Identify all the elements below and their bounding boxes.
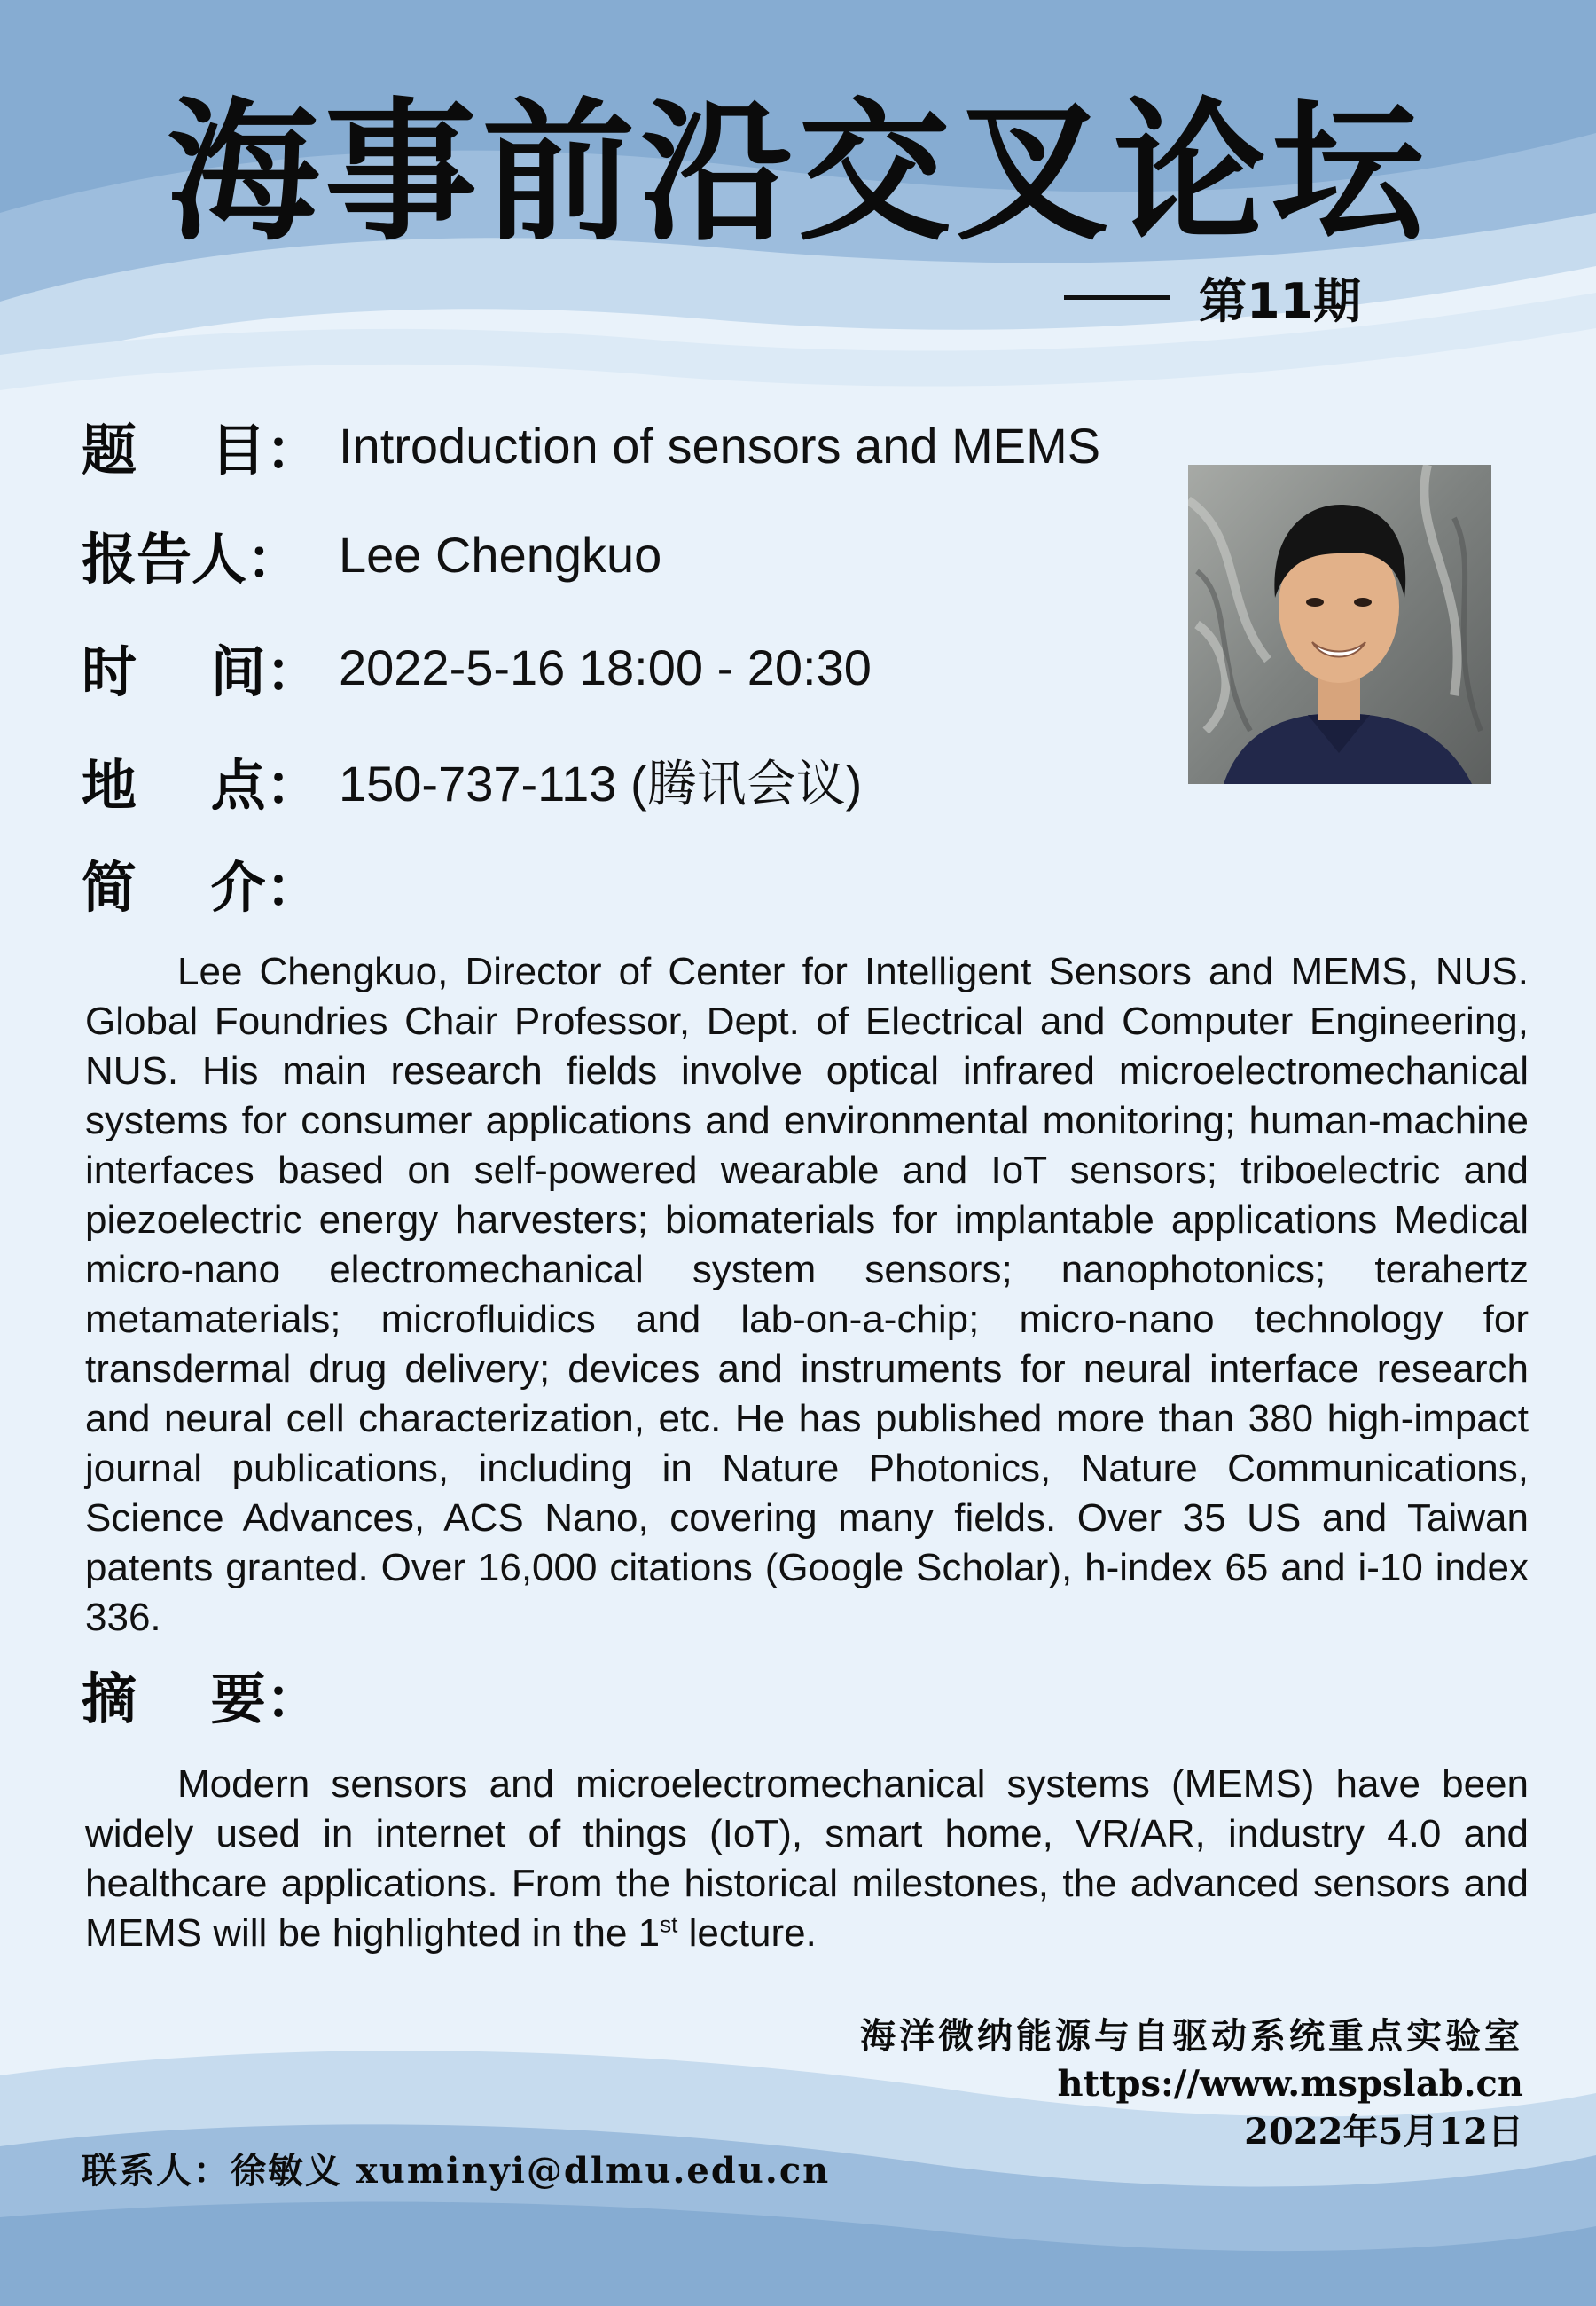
location-label: 地 点： bbox=[82, 752, 321, 818]
speaker-value: Lee Chengkuo bbox=[339, 526, 662, 583]
field-location bbox=[82, 736, 1181, 825]
abstract-superscript: st bbox=[660, 1910, 678, 1938]
bio-text: Lee Chengkuo, Director of Center for Intelligent Sensors and MEMS, NUS. Global Foundries Chair Professor, Dept. of Electrical and Computer Engineering, NUS. His main research fields involve optical infrared microelectromechanical systems for consumer applications and environmental monitoring; human-machine interfaces based on self-powered wearable and IoT sensors; triboelectric and piezoelectric energy harvesters; biomaterials for implantable applications Medical micro-nano electromechanical system sensors; nanophotonics; terahertz metamaterials; microfluidics and lab-on-a-chip; micro-nano technology for transdermal drug delivery; devices and instruments for neural interface research and neural cell characterization, etc. He has published more than 380 high-impact journal publications, including in Nature Photonics, Nature Communications, Science Advances, ACS Nano, covering many fields. Over 35 US and Taiwan patents granted. Over 16,000 citations (Google Scholar), h-index 65 and i-10 index 336. bbox=[85, 950, 1529, 1639]
abstract-heading bbox=[82, 1650, 1181, 1738]
topic-value: Introduction of sensors and MEMS bbox=[339, 417, 1101, 474]
lab-url[interactable]: https://www.mspslab.cn bbox=[1057, 2063, 1523, 2105]
bio-heading bbox=[82, 838, 1181, 927]
location-value: 150-737-113 (腾讯会议) bbox=[339, 756, 863, 812]
time-label: 时 间： bbox=[82, 639, 321, 704]
poster-date: 2022年5月12日 bbox=[1244, 2111, 1523, 2153]
lab-name: 海洋微纳能源与自驱动系统重点实验室 bbox=[860, 2015, 1523, 2057]
issue-number bbox=[1064, 266, 1361, 328]
field-time bbox=[82, 623, 1181, 711]
contact-info: 联系人：徐敏义 xuminyi@dlmu.edu.cn bbox=[82, 2150, 831, 2192]
issue-dash bbox=[1064, 295, 1170, 300]
time-value: 2022-5-16 18:00 - 20:30 bbox=[339, 639, 872, 695]
speaker-photo bbox=[1188, 465, 1491, 784]
field-topic bbox=[82, 401, 1181, 490]
abstract-text bbox=[85, 1760, 1529, 1958]
abstract-text-end: lecture. bbox=[677, 1911, 817, 1955]
speaker-label: 报告人： bbox=[82, 526, 302, 592]
field-speaker bbox=[82, 510, 1181, 599]
bio-label: 简 介： bbox=[82, 854, 321, 920]
abstract-text-main: Modern sensors and microelectromechanical systems (MEMS) have been widely used in internet of things (IoT), smart home, VR/AR, industry 4.0 and healthcare applications. From the historical milestones, the advanced sensors and MEMS will be highlighted in the 1 bbox=[85, 1762, 1529, 1955]
poster-title: 海事前沿交叉论坛 bbox=[167, 83, 1429, 262]
abstract-label: 摘 要： bbox=[82, 1666, 321, 1731]
topic-label: 题 目： bbox=[82, 417, 321, 482]
issue-label: 第11期 bbox=[1199, 272, 1362, 329]
